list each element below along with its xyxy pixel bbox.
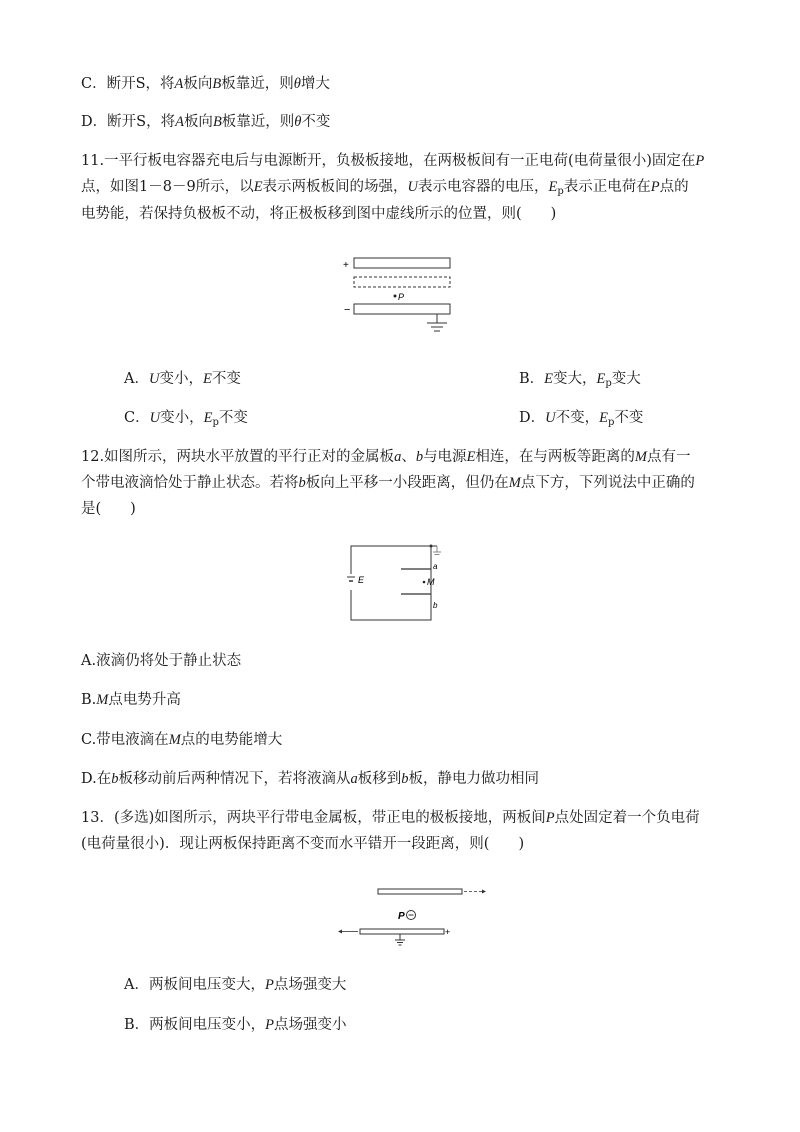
battery-label: E xyxy=(358,575,365,585)
negative-plate xyxy=(354,304,450,314)
q13-stem-line-2: (电荷量很小)．现让两板保持距离不变而水平错开一段距离，则( ) xyxy=(81,836,525,852)
q12-circuit-figure xyxy=(345,542,460,622)
point-p-label: P xyxy=(398,911,405,922)
positive-sign: + xyxy=(343,260,349,271)
q12-option-c: C.带电液滴在M点的电势能增大 xyxy=(81,732,283,748)
q12-stem-line-3: 是( ) xyxy=(81,501,136,517)
q13-stem-line-1: 13．(多选)如图所示，两块平行带电金属板，带正电的极板接地，两板间P点处固定着一个负电荷 xyxy=(81,810,700,826)
point-p-label: P xyxy=(398,292,405,302)
q11-option-b: B．E变大，$E_p$变大 xyxy=(519,371,641,389)
q12-option-d: D.在b板移动前后两种情况下，若将液滴从a板移到b板，静电力做功相同 xyxy=(81,771,539,787)
plate-a-label: a xyxy=(433,562,438,571)
q12-option-a: A.液滴仍将处于静止状态 xyxy=(81,653,242,669)
q11-stem-line-3: 电势能，若保持负极板不动，将正极板移到图中虚线所示的位置，则( ) xyxy=(81,206,557,222)
moved-plate-dashed xyxy=(354,277,450,287)
plate-b-label: b xyxy=(433,601,438,610)
upper-plate xyxy=(378,889,462,894)
q11-option-d: D．U不变，$E_p$不变 xyxy=(519,410,644,428)
q10-option-d: D．断开S，将A板向B板靠近，则θ不变 xyxy=(81,114,331,130)
q11-option-c: C．U变小，$E_p$不变 xyxy=(124,410,248,428)
q11-stem-line-2: 点，如图1－8－9所示，以E表示两板板间的场强，U表示电容器的电压，$E_p$表示正电荷在P点的 xyxy=(81,179,689,197)
q13-option-a: A．两板间电压变大，P点场强变大 xyxy=(124,977,347,993)
q12-stem-line-2: 个带电液滴恰处于静止状态。若将b板向上平移一小段距离，但仍在M点下方，下列说法中正确的 xyxy=(81,475,695,491)
q13-shifted-plates-figure xyxy=(336,885,496,947)
negative-sign: − xyxy=(344,304,351,316)
q10-option-c: C．断开S，将A板向B板靠近，则θ增大 xyxy=(81,76,330,92)
q11-capacitor-figure xyxy=(340,252,460,340)
q11-stem-line-1: 11.一平行板电容器充电后与电源断开，负极板接地，在两极板间有一正电荷(电荷量很小)固定在P xyxy=(81,153,705,169)
q12-stem-line-1: 12.如图所示，两块水平放置的平行正对的金属板a、b与电源E相连，在与两板等距离的M点有一 xyxy=(81,449,691,465)
point-m-dot xyxy=(423,581,426,584)
q11-option-a: A．U变小，E不变 xyxy=(124,371,241,387)
positive-plate xyxy=(354,258,450,268)
q13-option-b: B．两板间电压变小，P点场强变小 xyxy=(124,1017,347,1033)
point-m-label: M xyxy=(427,577,435,587)
positive-sign: + xyxy=(445,927,451,937)
point-p-dot xyxy=(394,295,397,298)
lower-plate xyxy=(360,929,444,934)
q12-option-b: B.M点电势升高 xyxy=(81,692,181,708)
